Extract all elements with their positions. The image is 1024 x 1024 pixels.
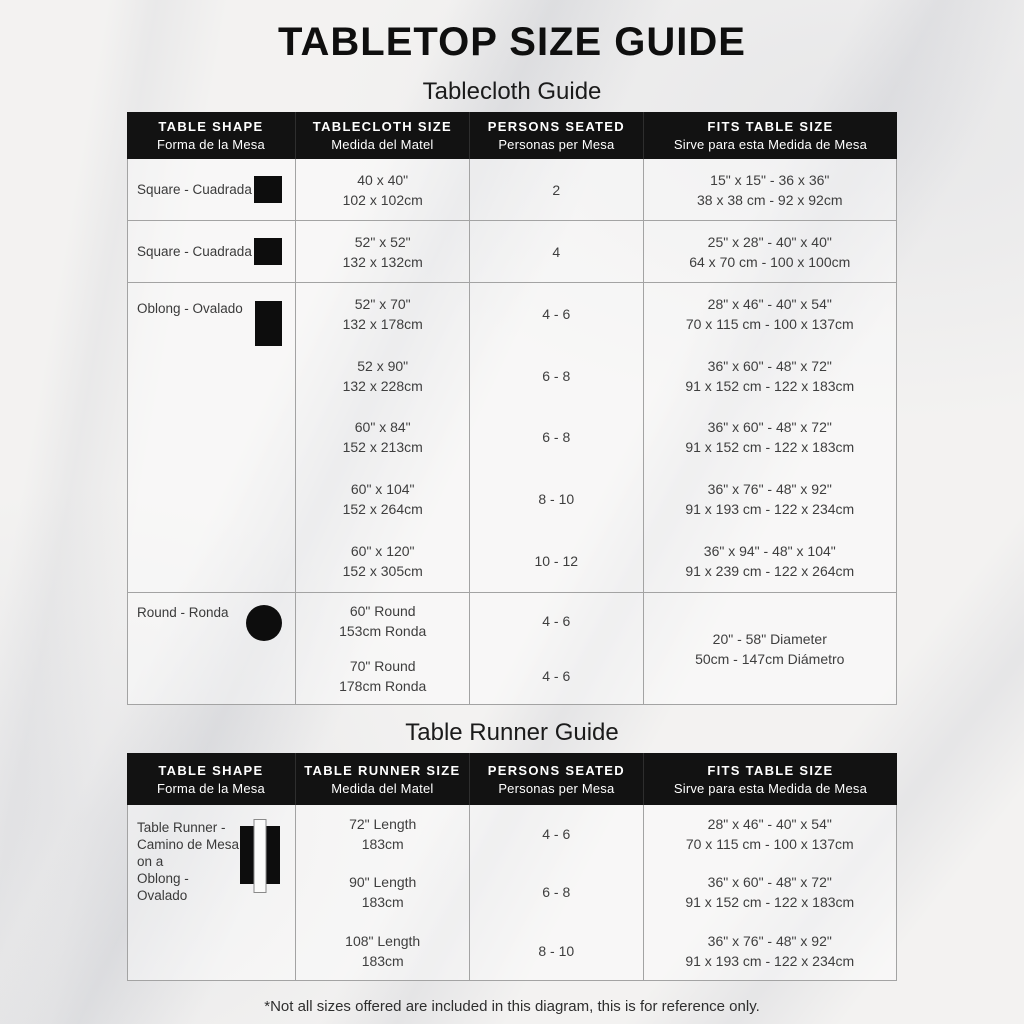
- table-runner-icon: [240, 826, 280, 884]
- tablecloth-row-square-2: [128, 220, 896, 282]
- fits-inches: 36" x 60" - 48" x 72": [707, 874, 832, 891]
- size-inches: 108" Length: [345, 932, 421, 949]
- runner-table: [127, 753, 897, 981]
- persons-entry: [470, 530, 643, 592]
- runner-body: [127, 805, 897, 981]
- fits-entry: [644, 468, 896, 530]
- persons-count: 6 - 8: [542, 429, 571, 446]
- persons-entry: [470, 468, 643, 530]
- size-entry: [296, 283, 469, 345]
- size-cm: 178cm Ronda: [339, 678, 427, 695]
- size-entry: [296, 922, 469, 980]
- fits-cm: 50cm - 147cm Diámetro: [695, 650, 845, 667]
- fits-entry: [644, 345, 896, 407]
- fits-cell: [643, 283, 896, 592]
- size-cell: [295, 159, 469, 220]
- fits-entry: [644, 283, 896, 345]
- header-es: Sirve para esta Medida de Mesa: [673, 137, 868, 152]
- shape-name: Round - Ronda: [137, 605, 229, 620]
- fits-cm: 91 x 152 cm - 122 x 183cm: [685, 439, 855, 456]
- shape-name-line: on a: [137, 854, 164, 869]
- fits-inches: 36" x 76" - 48" x 92": [707, 932, 832, 949]
- size-inches: 60" x 104": [350, 481, 415, 498]
- persons-count: 2: [552, 181, 561, 198]
- page-title: TABLETOP SIZE GUIDE: [278, 20, 746, 64]
- shape-name-line: Table Runner -: [137, 820, 226, 835]
- circle-icon: [246, 605, 282, 641]
- runner-header-row: [127, 753, 897, 805]
- header-cell-runner-size: [295, 753, 469, 805]
- fits-cell: [643, 221, 896, 282]
- header-cell-persons-seated: [469, 112, 643, 159]
- runner-stripe: [254, 819, 267, 893]
- size-cm: 132 x 178cm: [342, 315, 423, 332]
- runner-guide-title: Table Runner Guide: [405, 719, 619, 746]
- persons-entry: [470, 221, 643, 282]
- header-es: Medida del Matel: [331, 780, 434, 796]
- persons-entry: [470, 649, 643, 705]
- shape-cell: [128, 805, 295, 980]
- size-cell: [295, 593, 469, 704]
- shape-name: Oblong - Ovalado: [137, 301, 243, 316]
- size-entry: [296, 159, 469, 220]
- persons-count: 4: [552, 243, 561, 260]
- size-cm: 132 x 132cm: [342, 253, 423, 270]
- persons-count: 8 - 10: [538, 491, 575, 508]
- persons-count: 4 - 6: [542, 612, 571, 629]
- header-es: Forma de la Mesa: [156, 137, 265, 152]
- fits-cell-merged: [643, 593, 896, 704]
- oblong-icon: [255, 301, 282, 346]
- header-en: TABLECLOTH SIZE: [312, 119, 452, 134]
- fits-inches: 36" x 60" - 48" x 72": [707, 357, 832, 374]
- persons-cell: [469, 593, 643, 704]
- fits-entry: [644, 805, 896, 863]
- tablecloth-table: [127, 112, 897, 705]
- fits-cm: 91 x 193 cm - 122 x 234cm: [685, 501, 855, 518]
- fits-inches: 28" x 46" - 40" x 54": [707, 816, 832, 833]
- shape-name: [137, 819, 240, 904]
- size-inches: 72" Length: [349, 816, 417, 833]
- size-cm: 183cm: [361, 952, 404, 969]
- size-cm: 183cm: [361, 836, 404, 853]
- header-en: TABLE RUNNER SIZE: [304, 762, 461, 778]
- header-cell-fits-table-size: [643, 112, 897, 159]
- persons-count: 8 - 10: [538, 942, 575, 959]
- size-inches: 60" Round: [349, 602, 416, 619]
- header-en: PERSONS SEATED: [487, 762, 625, 778]
- persons-cell: [469, 159, 643, 220]
- header-en: PERSONS SEATED: [487, 119, 625, 134]
- persons-entry: [470, 345, 643, 407]
- fits-cm: 91 x 152 cm - 122 x 183cm: [685, 377, 855, 394]
- footnote: *Not all sizes offered are included in this diagram, this is for reference only.: [264, 998, 760, 1015]
- fits-inches: 20" - 58" Diameter: [712, 630, 827, 647]
- shape-cell: [128, 283, 295, 592]
- shape-cell: [128, 159, 295, 220]
- shape-cell: [128, 221, 295, 282]
- persons-count: 6 - 8: [542, 884, 571, 901]
- persons-entry: [470, 283, 643, 345]
- size-cell: [295, 283, 469, 592]
- size-inches: 40 x 40": [357, 171, 409, 188]
- size-inches: 90" Length: [349, 874, 417, 891]
- size-cm: 183cm: [361, 894, 404, 911]
- size-entry: [296, 649, 469, 705]
- header-cell-fits-table-size: [643, 753, 897, 805]
- size-cm: 153cm Ronda: [339, 622, 427, 639]
- fits-cm: 64 x 70 cm - 100 x 100cm: [689, 253, 851, 270]
- fits-entry: [644, 922, 896, 980]
- header-cell-tablecloth-size: [295, 112, 469, 159]
- persons-count: 4 - 6: [542, 668, 571, 685]
- fits-entry: [644, 530, 896, 592]
- tablecloth-row-square-1: [128, 159, 896, 220]
- header-es: Sirve para esta Medida de Mesa: [673, 780, 868, 796]
- fits-cm: 70 x 115 cm - 100 x 137cm: [685, 315, 854, 332]
- tablecloth-row-oblong: [128, 282, 896, 592]
- size-entry: [296, 221, 469, 282]
- header-en: TABLE SHAPE: [158, 762, 264, 778]
- persons-count: 4 - 6: [542, 305, 571, 322]
- fits-cm: 38 x 38 cm - 92 x 92cm: [697, 191, 843, 208]
- header-es: Medida del Matel: [331, 137, 434, 152]
- tablecloth-body: [127, 159, 897, 705]
- fits-cm: 70 x 115 cm - 100 x 137cm: [685, 836, 854, 853]
- size-entry: [296, 530, 469, 592]
- header-cell-table-shape: [127, 753, 295, 805]
- fits-cm: 91 x 152 cm - 122 x 183cm: [685, 894, 855, 911]
- persons-count: 4 - 6: [542, 826, 571, 843]
- size-entry: [296, 805, 469, 863]
- shape-cell: [128, 593, 295, 704]
- header-es: Personas per Mesa: [498, 780, 615, 796]
- persons-entry: [470, 593, 643, 649]
- size-inches: 52" x 70": [354, 295, 411, 312]
- persons-count: 10 - 12: [534, 553, 579, 570]
- size-cm: 152 x 264cm: [342, 501, 423, 518]
- persons-count: 6 - 8: [542, 367, 571, 384]
- size-entry: [296, 593, 469, 649]
- fits-entry: [644, 407, 896, 469]
- fits-inches: 36" x 94" - 48" x 104": [703, 543, 836, 560]
- size-entry: [296, 407, 469, 469]
- persons-cell: [469, 805, 643, 980]
- size-inches: 52 x 90": [357, 357, 409, 374]
- size-cm: 152 x 305cm: [342, 563, 423, 580]
- square-icon: [254, 238, 282, 265]
- tablecloth-row-round: [128, 592, 896, 704]
- size-entry: [296, 345, 469, 407]
- size-entry: [296, 468, 469, 530]
- header-en: FITS TABLE SIZE: [707, 762, 834, 778]
- fits-inches: 25" x 28" - 40" x 40": [707, 233, 832, 250]
- tablecloth-header-row: [127, 112, 897, 159]
- runner-row-oblong: [128, 805, 896, 980]
- header-en: FITS TABLE SIZE: [707, 119, 834, 134]
- header-en: TABLE SHAPE: [158, 119, 264, 134]
- size-cm: 152 x 213cm: [342, 439, 423, 456]
- fits-inches: 36" x 60" - 48" x 72": [707, 419, 832, 436]
- fits-cell: [643, 159, 896, 220]
- fits-inches: 15" x 15" - 36 x 36": [710, 171, 830, 188]
- size-cell: [295, 221, 469, 282]
- shape-name: Square - Cuadrada: [137, 244, 252, 259]
- shape-name-line: Camino de Mesa: [137, 837, 240, 852]
- square-icon: [254, 176, 282, 203]
- persons-entry: [470, 922, 643, 980]
- header-es: Forma de la Mesa: [156, 780, 265, 796]
- size-cm: 102 x 102cm: [342, 191, 423, 208]
- persons-entry: [470, 863, 643, 921]
- persons-entry: [470, 407, 643, 469]
- header-cell-table-shape: [127, 112, 295, 159]
- size-inches: 70" Round: [349, 658, 416, 675]
- shape-name: Square - Cuadrada: [137, 182, 252, 197]
- persons-cell: [469, 283, 643, 592]
- size-inches: 60" x 84": [354, 419, 411, 436]
- size-entry: [296, 863, 469, 921]
- fits-inches: 36" x 76" - 48" x 92": [707, 481, 832, 498]
- tablecloth-guide-title: Tablecloth Guide: [422, 78, 602, 105]
- size-inches: 52" x 52": [354, 233, 411, 250]
- persons-entry: [470, 805, 643, 863]
- size-cm: 132 x 228cm: [342, 377, 423, 394]
- fits-cm: 91 x 239 cm - 122 x 264cm: [685, 563, 855, 580]
- fits-cm: 91 x 193 cm - 122 x 234cm: [685, 952, 855, 969]
- fits-entry: [644, 159, 896, 220]
- header-es: Personas per Mesa: [498, 137, 615, 152]
- persons-cell: [469, 221, 643, 282]
- fits-inches: 28" x 46" - 40" x 54": [707, 295, 832, 312]
- size-inches: 60" x 120": [350, 543, 415, 560]
- fits-entry: [644, 863, 896, 921]
- header-cell-persons-seated: [469, 753, 643, 805]
- size-cell: [295, 805, 469, 980]
- fits-entry: [644, 221, 896, 282]
- persons-entry: [470, 159, 643, 220]
- shape-name-line: Oblong - Ovalado: [137, 871, 189, 903]
- fits-cell: [643, 805, 896, 980]
